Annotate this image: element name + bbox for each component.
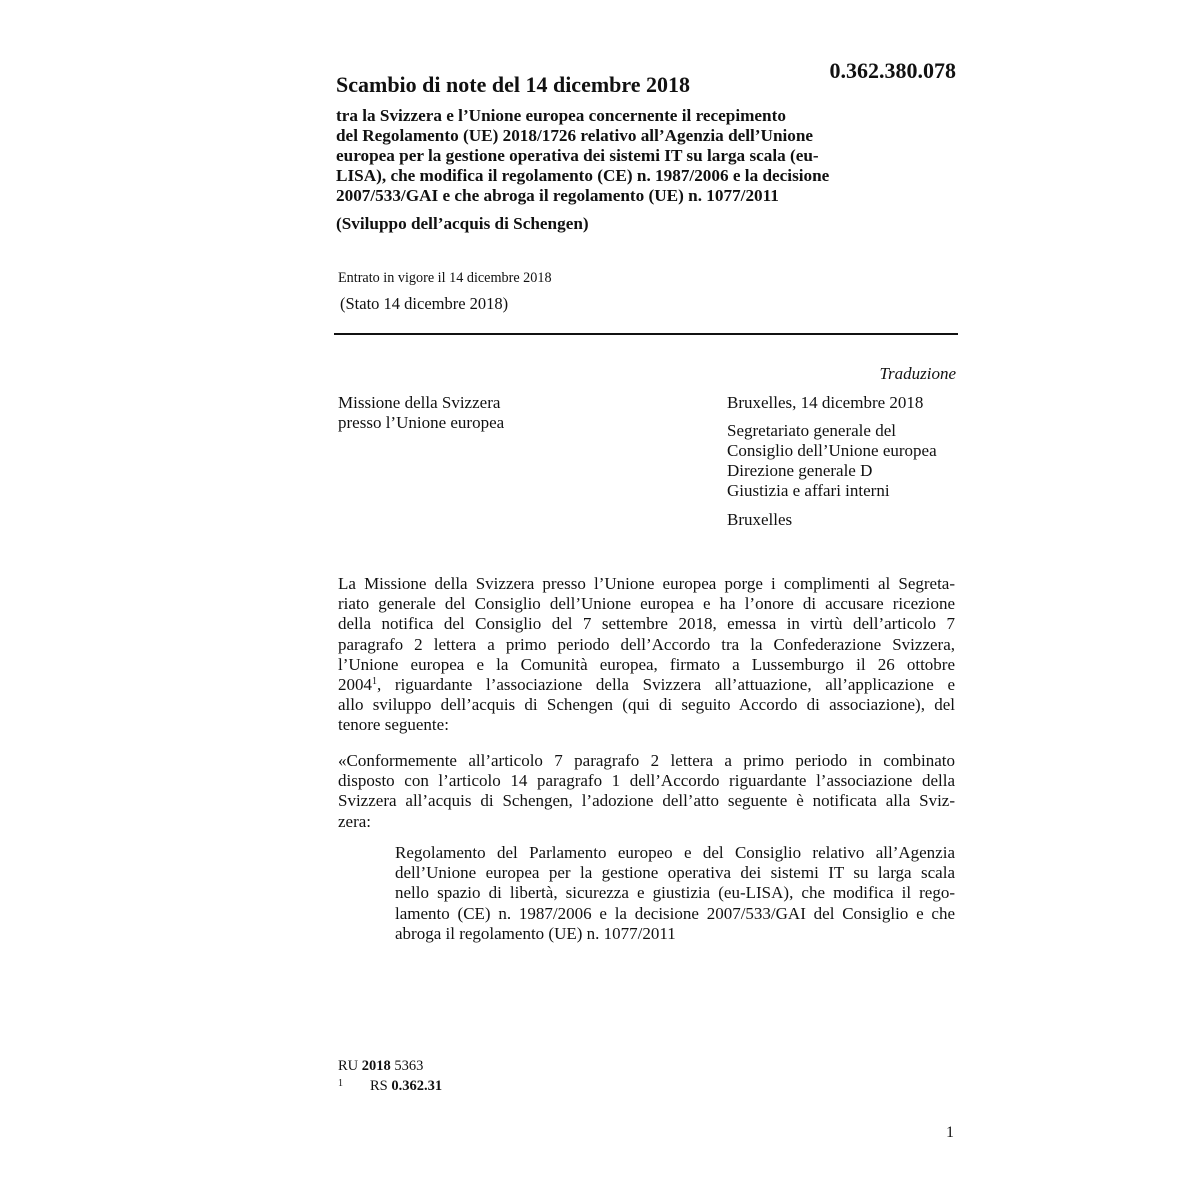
document-subtitle [336,106,956,206]
subtitle-line: LISA), che modifica il regolamento (CE) n. 1987/2006 e la decisione [336,166,830,185]
paragraph-line: Svizzera all’acquis di Schengen, l’adozione dell’atto seguente è notificata alla Sviz- [338,791,955,811]
body-paragraph-2 [338,751,955,832]
document-title: Scambio di note del 14 dicembre 2018 [336,72,691,97]
addressee-city: Bruxelles [727,510,793,529]
footnote [338,1078,442,1095]
paragraph-line: tenore seguente: [338,715,449,735]
paragraph-line: «Conformemente all’articolo 7 paragrafo 2 lettera a primo periodo in combinato [338,751,955,770]
page-number: 1 [946,1124,954,1141]
addressee-line: Giustizia e affari interni [727,481,890,500]
sr-number: 0.362.380.078 [829,58,956,83]
paragraph-line: disposto con l’articolo 14 paragrafo 1 dell’Accordo riguardante l’associazione della [338,771,955,791]
subtitle-line: del Regolamento (UE) 2018/1726 relativo all’Agenzia dell’Unione [336,126,814,145]
footnote-number: 1 [338,1078,343,1089]
ru-reference [338,1058,423,1075]
paragraph-line: paragrafo 2 lettera a primo periodo dell’Accordo tra la Confederazione Svizzera, [338,634,955,654]
translation-label: Traduzione [879,364,956,383]
footnote-link[interactable]: 0.362.31 [391,1078,443,1094]
body-paragraph-1 [338,574,955,736]
ru-page: 5363 [390,1058,424,1074]
schengen-note: (Sviluppo dell’acquis di Schengen) [336,214,589,233]
place-date: Bruxelles, 14 dicembre 2018 [727,393,924,412]
quote-line: lamento (CE) n. 1987/2006 e la decisione 2007/533/GAI del Consiglio e che [395,903,955,923]
ru-year: 2018 [361,1058,391,1074]
quote-line: dell’Unione europea per la gestione operativa dei sistemi IT su larga scala [395,863,955,883]
quoted-regulation [395,843,955,944]
addressee-line: Direzione generale D [727,461,873,480]
paragraph-line-with-footnote [338,675,955,695]
sender-block [338,393,504,433]
addressee-line: Consiglio dell’Unione europea [727,441,937,460]
status-date: (Stato 14 dicembre 2018) [340,294,509,313]
sender-line: Missione della Svizzera [338,393,501,412]
subtitle-line: europea per la gestione operativa dei sistemi IT su larga scala (eu- [336,146,819,165]
quote-line: abroga il regolamento (UE) n. 1077/2011 [395,923,676,943]
year-text: 2004 [338,675,372,695]
paragraph-line: zera: [338,811,372,831]
paragraph-line: allo sviluppo dell’acquis di Schengen (qui di seguito Accordo di associazione), del [338,695,955,715]
in-force-date: Entrato in vigore il 14 dicembre 2018 [338,270,552,286]
header-divider [334,333,958,335]
quote-line: nello spazio di libertà, sicurezza e giustizia (eu-LISA), che modifica il rego- [395,883,955,903]
paragraph-line: della notifica del Consiglio del 7 settembre 2018, emessa in virtù dell’articolo 7 [338,614,955,634]
paragraph-line: riato generale del Consiglio dell’Unione europea e ha l’onore di accusare ricezione [338,594,955,614]
addressee-block [727,421,937,501]
subtitle-line: tra la Svizzera e l’Unione europea concernente il recepimento [336,106,786,125]
ru-prefix: RU [338,1058,362,1074]
addressee-line: Segretariato generale del [727,421,896,440]
paragraph-line: l’Unione europea e la Comunità europea, firmato a Lussemburgo il 26 ottobre [338,654,955,674]
sender-line: presso l’Unione europea [338,413,505,432]
quote-line: Regolamento del Parlamento europeo e del Consiglio relativo all’Agenzia [395,843,955,862]
subtitle-line: 2007/533/GAI e che abroga il regolamento (UE) n. 1077/2011 [336,186,779,205]
line-continuation: , riguardante l’associazione della Svizzera all’attuazione, all’applicazione e [377,675,955,695]
paragraph-line: La Missione della Svizzera presso l’Unione europea porge i complimenti al Segreta- [338,574,955,593]
footnote-prefix: RS [370,1078,392,1094]
footnote-reference[interactable]: 1 [372,676,377,688]
